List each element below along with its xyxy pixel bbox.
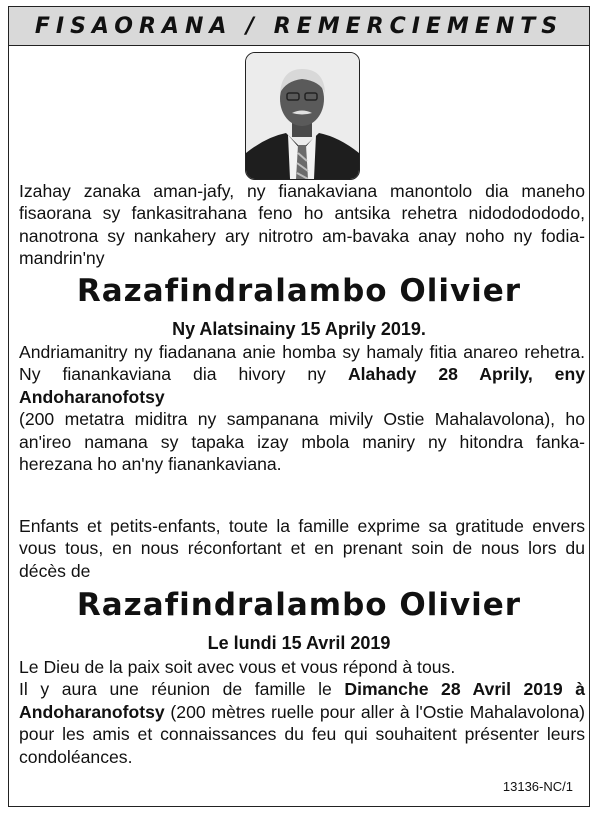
french-intro: Enfants et petits-enfants, toute la famille exprime sa gratitude envers vous tous, en nous réconfortant et en prenant soin de nous lors du décès de [19,516,585,581]
reunion-line: Il y aura une réunion de famille le Dimanche 28 Avril 2019 à [19,679,585,700]
header-banner [9,7,589,46]
deceased-name-french: Razafindralambo Olivier [76,587,522,623]
notice-frame [8,6,590,807]
date-french: Le lundi 15 Avril 2019 [207,633,391,653]
deceased-name-malagasy: Razafindralambo Olivier [76,273,522,309]
reference-number: 13136-NC/1 [502,779,573,794]
malagasy-intro: Izahay zanaka aman-jafy, ny fianakaviana manontolo dia maneho fisaorana sy fankasitrahana feno ho antsika rehetra nidododododo, nanotrona sy nankahery ary nitrotro am-bavaka anay noho ny fodia- mandrin'ny [19,181,585,269]
french-body: Le Dieu de la paix soit avec vous et vous répond à tous. Il y aura une réunion de famille le Dimanche 28 Avril 2019 à Andoharanofotsy (200 mètres ruelle pour aller à l'Ostie Mahalavolona) pour les amis et connaissances du feu qui souhaitent présenter leurs condoléances. [19,657,585,767]
portrait-photo [245,52,360,180]
gathering-line: Ny fianankaviana dia hivory ny Alahady 28 Aprily, eny Andoharanofotsy [19,364,585,407]
reunion-place-line: Andoharanofotsy (200 mètres ruelle pour aller à l'Ostie Mahalavolona) [19,701,585,722]
header-title: FISAORANA / REMERCIEMENTS [34,13,564,39]
date-malagasy: Ny Alatsinainy 15 Aprily 2019. [172,319,426,339]
malagasy-body: Andriamanitry ny fiadanana anie homba sy hamaly fitia anareo rehetra. Ny fianankaviana dia hivory ny Alahady 28 Aprily, eny Andoharanofotsy (200 metatra miditra ny sampanana mivily Ostie Mahalavolona), ho an'ireo namana sy tapaka izay mbola maniry ny hitondra fanka- herezana ho an'ny fianankaviana. [19,342,585,475]
